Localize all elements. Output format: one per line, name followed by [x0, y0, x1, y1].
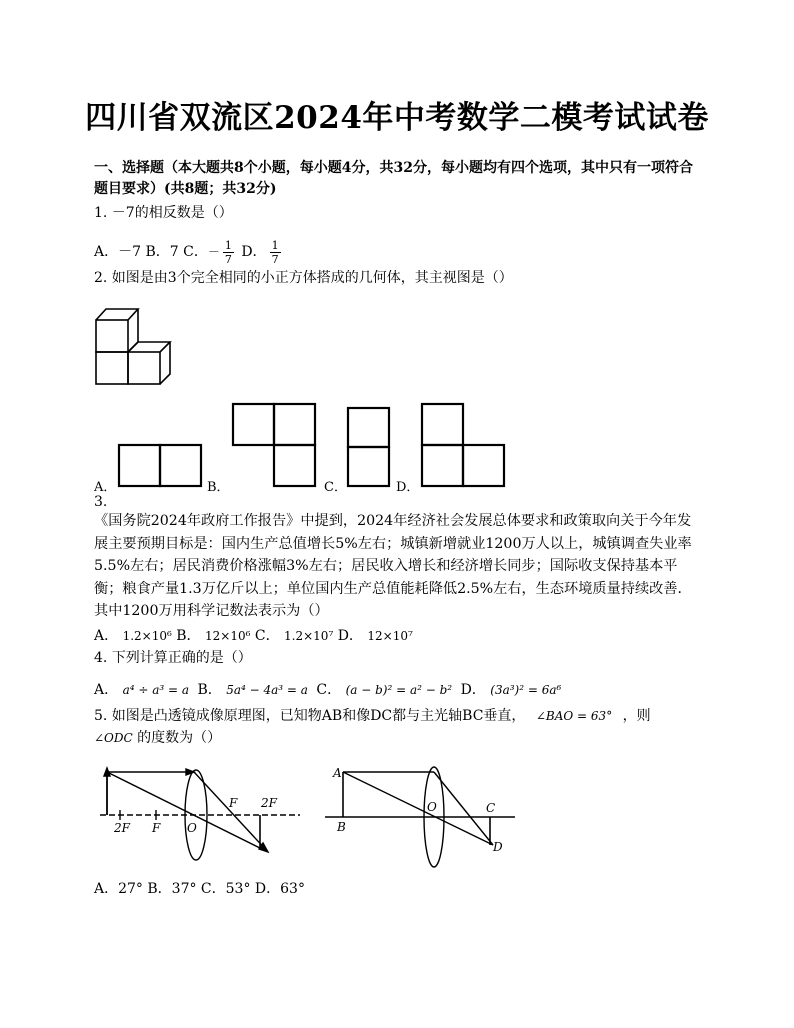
- q5-left-label-o: O: [187, 821, 197, 835]
- q1-c-num: 1: [224, 238, 232, 252]
- q2-stem: 2. 如图是由3个完全相同的小正方体搭成的几何体，其主视图是（）: [94, 270, 513, 286]
- q3-number: 3.: [94, 494, 108, 510]
- q4-option-d[interactable]: D．: [460, 682, 486, 698]
- q3-text: 《国务院2024年政府工作报告》中提到，2024年经济社会发展总体要求和政策取向关于今年发展主要预期目标是：国内生产总值增长5%左右；城镇新增就业1200万人以上，城镇调查失业率5.5%左右；居民消费价格涨幅3%左右；居民收入增长和经济增长同步；国际收支保持基本平衡；粮食产量1.3万亿斤以上；单位国内生产总值能耗降低2.5%左右，生态环境质量持续改善．其中1200万用科学记数法表示为（）: [94, 513, 692, 619]
- q2-option-b[interactable]: B．: [207, 480, 230, 495]
- q5-right-label-c: C: [486, 801, 496, 815]
- q2-option-a[interactable]: A．: [94, 480, 117, 495]
- q5-left-label-f-right: F: [229, 796, 238, 810]
- q5-right-label-d: D: [493, 840, 503, 854]
- q2-option-c[interactable]: C．: [324, 480, 347, 495]
- q1-stem: 1. －7的相反数是（）: [94, 205, 233, 221]
- q4-value-a: a⁴ ÷ a³ = a: [122, 683, 190, 697]
- q4-option-c[interactable]: C．: [316, 682, 342, 698]
- q1-option-b[interactable]: B．7: [145, 244, 179, 260]
- q1-option-d[interactable]: D．: [241, 244, 267, 260]
- q2-option-d[interactable]: D．: [396, 480, 420, 495]
- q5-angle-ask: ∠ODC: [94, 731, 133, 745]
- q1-option-c[interactable]: C．: [183, 244, 208, 260]
- q5-left-label-2f-right: 2F: [261, 796, 277, 810]
- q3-option-d[interactable]: D．: [337, 628, 363, 644]
- q3-value-b: 12×10⁶: [205, 629, 251, 643]
- q5-stem-part3: 的度数为（）: [137, 730, 222, 746]
- q3-option-c[interactable]: C．: [254, 628, 280, 644]
- q3-option-b[interactable]: B．: [176, 628, 201, 644]
- q1-option-a[interactable]: A．－7: [94, 244, 142, 260]
- q5-angle-given: ∠BAO = 63°: [535, 709, 613, 723]
- q5-right-diagram: [325, 767, 515, 867]
- q5-right-label-b: B: [337, 820, 346, 834]
- q4-option-a[interactable]: A．: [94, 682, 119, 698]
- q1-c-sign: －: [207, 245, 220, 259]
- q4-option-b[interactable]: B．: [197, 682, 222, 698]
- q5-left-label-2f-left: 2F: [114, 821, 130, 835]
- q3-option-a[interactable]: A．: [94, 628, 119, 644]
- q1-d-den: 7: [271, 252, 279, 266]
- q5-stem-part2: ，则: [622, 708, 651, 724]
- q4-value-c: (a − b)² = a² − b²: [345, 683, 453, 697]
- q5-stem-part1: 5. 如图是凸透镜成像原理图，已知物AB和像DC都与主光轴BC垂直，: [94, 708, 526, 724]
- q3-value-d: 12×10⁷: [367, 629, 413, 643]
- q1-c-den: 7: [224, 252, 232, 266]
- section-heading: 一、选择题（本大题共8个小题，每小题4分，共32分，每小题均有四个选项，其中只有一项符合题目要求）(共8题；共32分): [94, 160, 693, 197]
- q5-options[interactable]: A．27° B．37° C．53° D．63°: [94, 881, 305, 897]
- q3-value-c: 1.2×10⁷: [284, 629, 334, 643]
- q5-right-label-o: O: [427, 800, 437, 814]
- q5-right-label-a: A: [333, 766, 342, 780]
- q4-stem: 4. 下列计算正确的是（）: [94, 650, 252, 666]
- exam-title: 四川省双流区2024年中考数学二模考试试卷: [85, 100, 709, 136]
- q5-left-diagram: [100, 768, 300, 860]
- q5-left-label-f-left: F: [152, 821, 161, 835]
- q4-value-b: 5a⁴ − 4a³ = a: [226, 683, 308, 697]
- q1-d-num: 1: [271, 238, 279, 252]
- q3-value-a: 1.2×10⁶: [122, 629, 172, 643]
- q4-value-d: (3a³)² = 6a⁶: [490, 683, 562, 697]
